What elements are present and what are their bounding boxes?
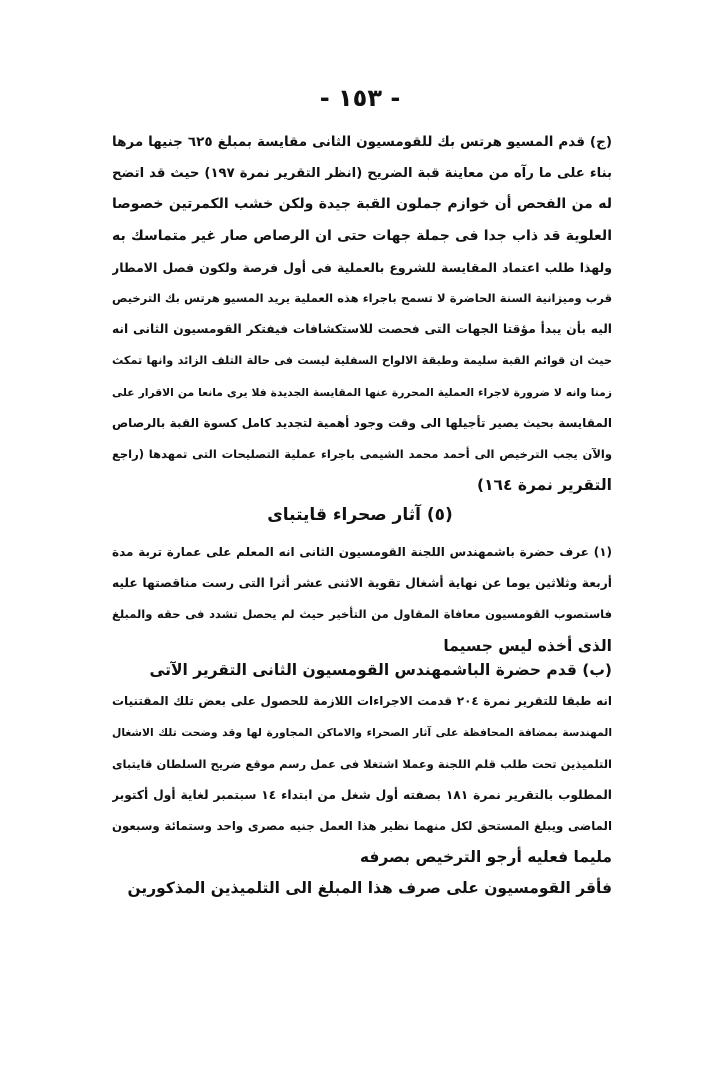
text-line: انه طبقا للتقرير نمرة ٢٠٤ قدمت الاجراءات اللازمة للحصول على بعض تلك المقتنيات — [112, 694, 612, 709]
text-line: (ب) قدم حضرة الباشمهندس القومسيون الثانى التقرير الآتى — [149, 661, 612, 679]
text-line: (١) عرف حضرة باشمهندس اللجنة القومسيون الثانى انه المعلم على عمارة تربة مدة — [112, 545, 612, 559]
page-number: - ١٥٣ - — [319, 84, 401, 112]
text-line: الذى أخذه ليس جسيما — [443, 636, 612, 655]
text-line: (ج) قدم المسيو هرتس بك للقومسيون الثانى مقايسة بمبلغ ٦٢٥ جنيها مرها — [112, 134, 612, 150]
text-line: له من الفحص أن خوازم جملون القبة جيدة ولكن خشب الكمرتين خصوصا — [112, 196, 612, 213]
text-line: التقرير نمرة ١٦٤) — [476, 476, 612, 495]
text-line: العلوية قد ذاب جدا فى جملة جهات حتى ان الرصاص صار غير متماسك به — [112, 227, 612, 244]
text-line: التلميذين تحت طلب قلم اللجنة وعملا اشتغلا فى عمل رسم موقع ضريح السلطان قايتباى — [112, 756, 612, 771]
paragraph-b-engineer-report — [112, 655, 612, 905]
text-line: ولهذا طلب اعتماد المقايسة للشروع بالعملية فى أول فرصة ولكون فصل الامطار — [112, 259, 612, 275]
text-line: أربعة وثلاثين يوما عن نهاية أشغال تقوية الاثنى عشر أثرا التى رست مناقصتها عليه — [112, 576, 612, 591]
text-line: الماضى ويبلغ المستحق لكل منهما نظير هذا العمل جنيه مصرى واحد وستمائة وسبعون — [112, 819, 612, 834]
text-line: قرب وميزانية السنة الحاضرة لا تسمح باجراء هذه العملية يريد المسيو هرتس بك الترخيص — [112, 291, 612, 306]
section-heading: (٥) آثار صحراء قايتباى — [267, 505, 453, 525]
text-line: فأقر القومسيون على صرف هذا المبلغ الى التلميذين المذكورين — [127, 879, 612, 898]
paragraph-1-contractor-delay — [112, 537, 612, 662]
text-line: بناء على ما رآه من معاينة قبة الضريح (انظر التقرير نمرة ١٩٧) حيث قد اتضح — [112, 166, 612, 182]
paragraph-c-tomb-dome — [112, 127, 612, 501]
text-line: المهندسة بمضافة المحافظة على آثار الصحراء والاماكن المجاورة لها وقد وضحت تلك الاشغال — [112, 726, 612, 740]
text-line: مليما فعليه أرجو الترخيص بصرفه — [359, 848, 612, 867]
text-line: زمنا وانه لا ضرورة لاجراء العملية المحررة عنها المقايسة الجديدة فلا يرى مانعا من الاقرار على — [112, 385, 612, 399]
text-line: والآن يجب الترخيص الى أحمد محمد الشيمى باجراء عملية التصليحات التى تمهدها (راجع — [112, 447, 612, 462]
text-line: فاستصوب القومسيون معافاة المقاول من التأخير حيث لم يحصل تشدد فى حقه والمبلغ — [112, 607, 612, 622]
text-line: المقايسة بحيث يصير تأجيلها الى وقت وجود أهمية لتجديد كامل كسوة القبة بالرصاص — [112, 415, 612, 430]
text-line: المطلوب بالتقرير نمرة ١٨١ بصفته أول شغل من ابتداء ١٤ سبتمبر لغاية أول أكتوبر — [112, 787, 612, 802]
text-line: اليه بأن يبدأ مؤقتا الجهات التى فحصت للاستكشافات فيفتكر القومسيون الثانى انه — [112, 322, 612, 337]
text-line: حيث ان قوائم القبة سليمة وطبقة الالواح السفلية ليست فى حالة التلف الزائد وانها تمكث — [112, 354, 612, 368]
